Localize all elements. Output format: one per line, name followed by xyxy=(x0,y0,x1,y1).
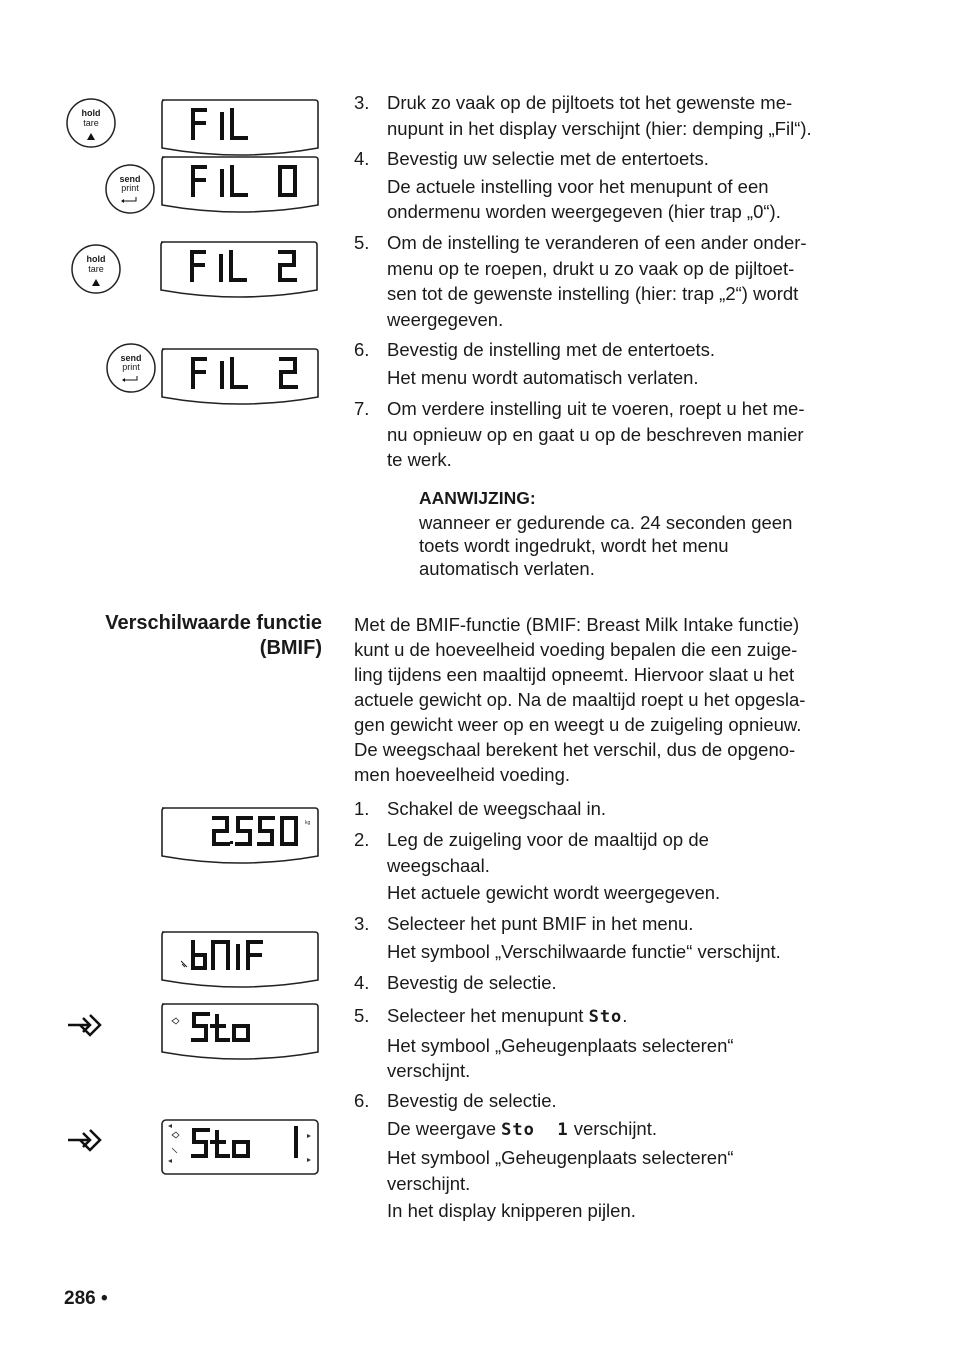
tare-label: tare xyxy=(88,264,104,274)
send-label: send xyxy=(120,353,142,363)
display-fil-2-a xyxy=(161,242,317,297)
step-3: Druk zo vaak op de pijltoets tot het gewenste me- nupunt in het display verschijnt (hier: demping „Fil“). xyxy=(387,92,812,139)
memory-select-icon-1 xyxy=(68,1015,100,1035)
send-label: send xyxy=(119,174,141,184)
step-7: Om verdere instelling uit te voeren, roept u het me- nu opnieuw op en gaat u op de beschreven manier te werk. xyxy=(387,398,805,470)
segment-text-sto: Sto xyxy=(588,1007,623,1027)
display-fil xyxy=(162,100,318,155)
bmif-step-2: Leg de zuigeling voor de maaltijd op de weegschaal. Het actuele gewicht wordt weergegeven. xyxy=(387,829,721,903)
bmif-step-6: Bevestig de selectie. De weergave Sto 1 verschijnt. Het symbool „Geheugenplaats selecteren“ verschijnt. In het display knipperen pijlen. xyxy=(387,1090,734,1221)
section-heading: Verschilwaarde functie (BMIF) xyxy=(105,612,322,659)
bmif-step-3: Selecteer het punt BMIF in het menu. Het symbool „Verschilwaarde functie“ verschijnt. xyxy=(387,913,781,962)
display-sto xyxy=(162,1004,318,1059)
section-intro: Met de BMIF-functie (BMIF: Breast Milk Intake functie) kunt u de hoeveelheid voeding bepalen die een zuige- ling tijdens een maaltijd opneemt. Hiervoor slaat u het actuele gewicht op. Na de maaltijd roept u het opgesla- gen gewicht weer op en weegt u de zuigeling opnieuw. De weegschaal berekent het verschil, dus de opgeno- men hoeveelheid voeding. xyxy=(354,614,806,785)
note-text: wanneer er gedurende ca. 24 seconden geen toets wordt ingedrukt, wordt het menu automatisch verlaten. xyxy=(419,512,793,579)
step-4: Bevestig uw selectie met de entertoets. De actuele instelling voor het menupunt of een ondermenu worden weergegeven (hier trap „0“). xyxy=(387,148,781,222)
bmif-step-1: Schakel de weegschaal in. xyxy=(387,798,607,819)
hold-label: hold xyxy=(81,108,101,118)
print-label: print xyxy=(121,183,139,193)
step-5: Om de instelling te veranderen of een ander onder- menu op te roepen, drukt u zo vaak op de pijltoet- sen tot de gewenste instelling (hier: trap „2“) wordt weergegeven. xyxy=(387,232,807,330)
hold-label: hold xyxy=(86,254,106,264)
bmif-step-5: Selecteer het menupunt Sto. Het symbool „Geheugenplaats selecteren“ verschijnt. xyxy=(387,1005,734,1081)
unit-label: kg xyxy=(305,820,311,826)
tare-label: tare xyxy=(83,118,99,128)
note-heading: AANWIJZING: xyxy=(419,488,536,508)
display-bmif xyxy=(162,932,318,987)
step-6: Bevestig de instelling met de entertoets. Het menu wordt automatisch verlaten. xyxy=(387,339,716,388)
display-sto-1 xyxy=(162,1120,318,1174)
bmif-step-4: Bevestig de selectie. xyxy=(387,972,557,993)
print-label: print xyxy=(122,362,140,372)
memory-select-icon-2 xyxy=(68,1130,100,1150)
display-fil-2-b xyxy=(162,349,318,404)
page-number: 286 • xyxy=(64,1288,108,1309)
segment-text-sto-1: Sto 1 xyxy=(501,1119,569,1140)
display-weight xyxy=(162,808,318,863)
display-fil-0 xyxy=(162,157,318,212)
